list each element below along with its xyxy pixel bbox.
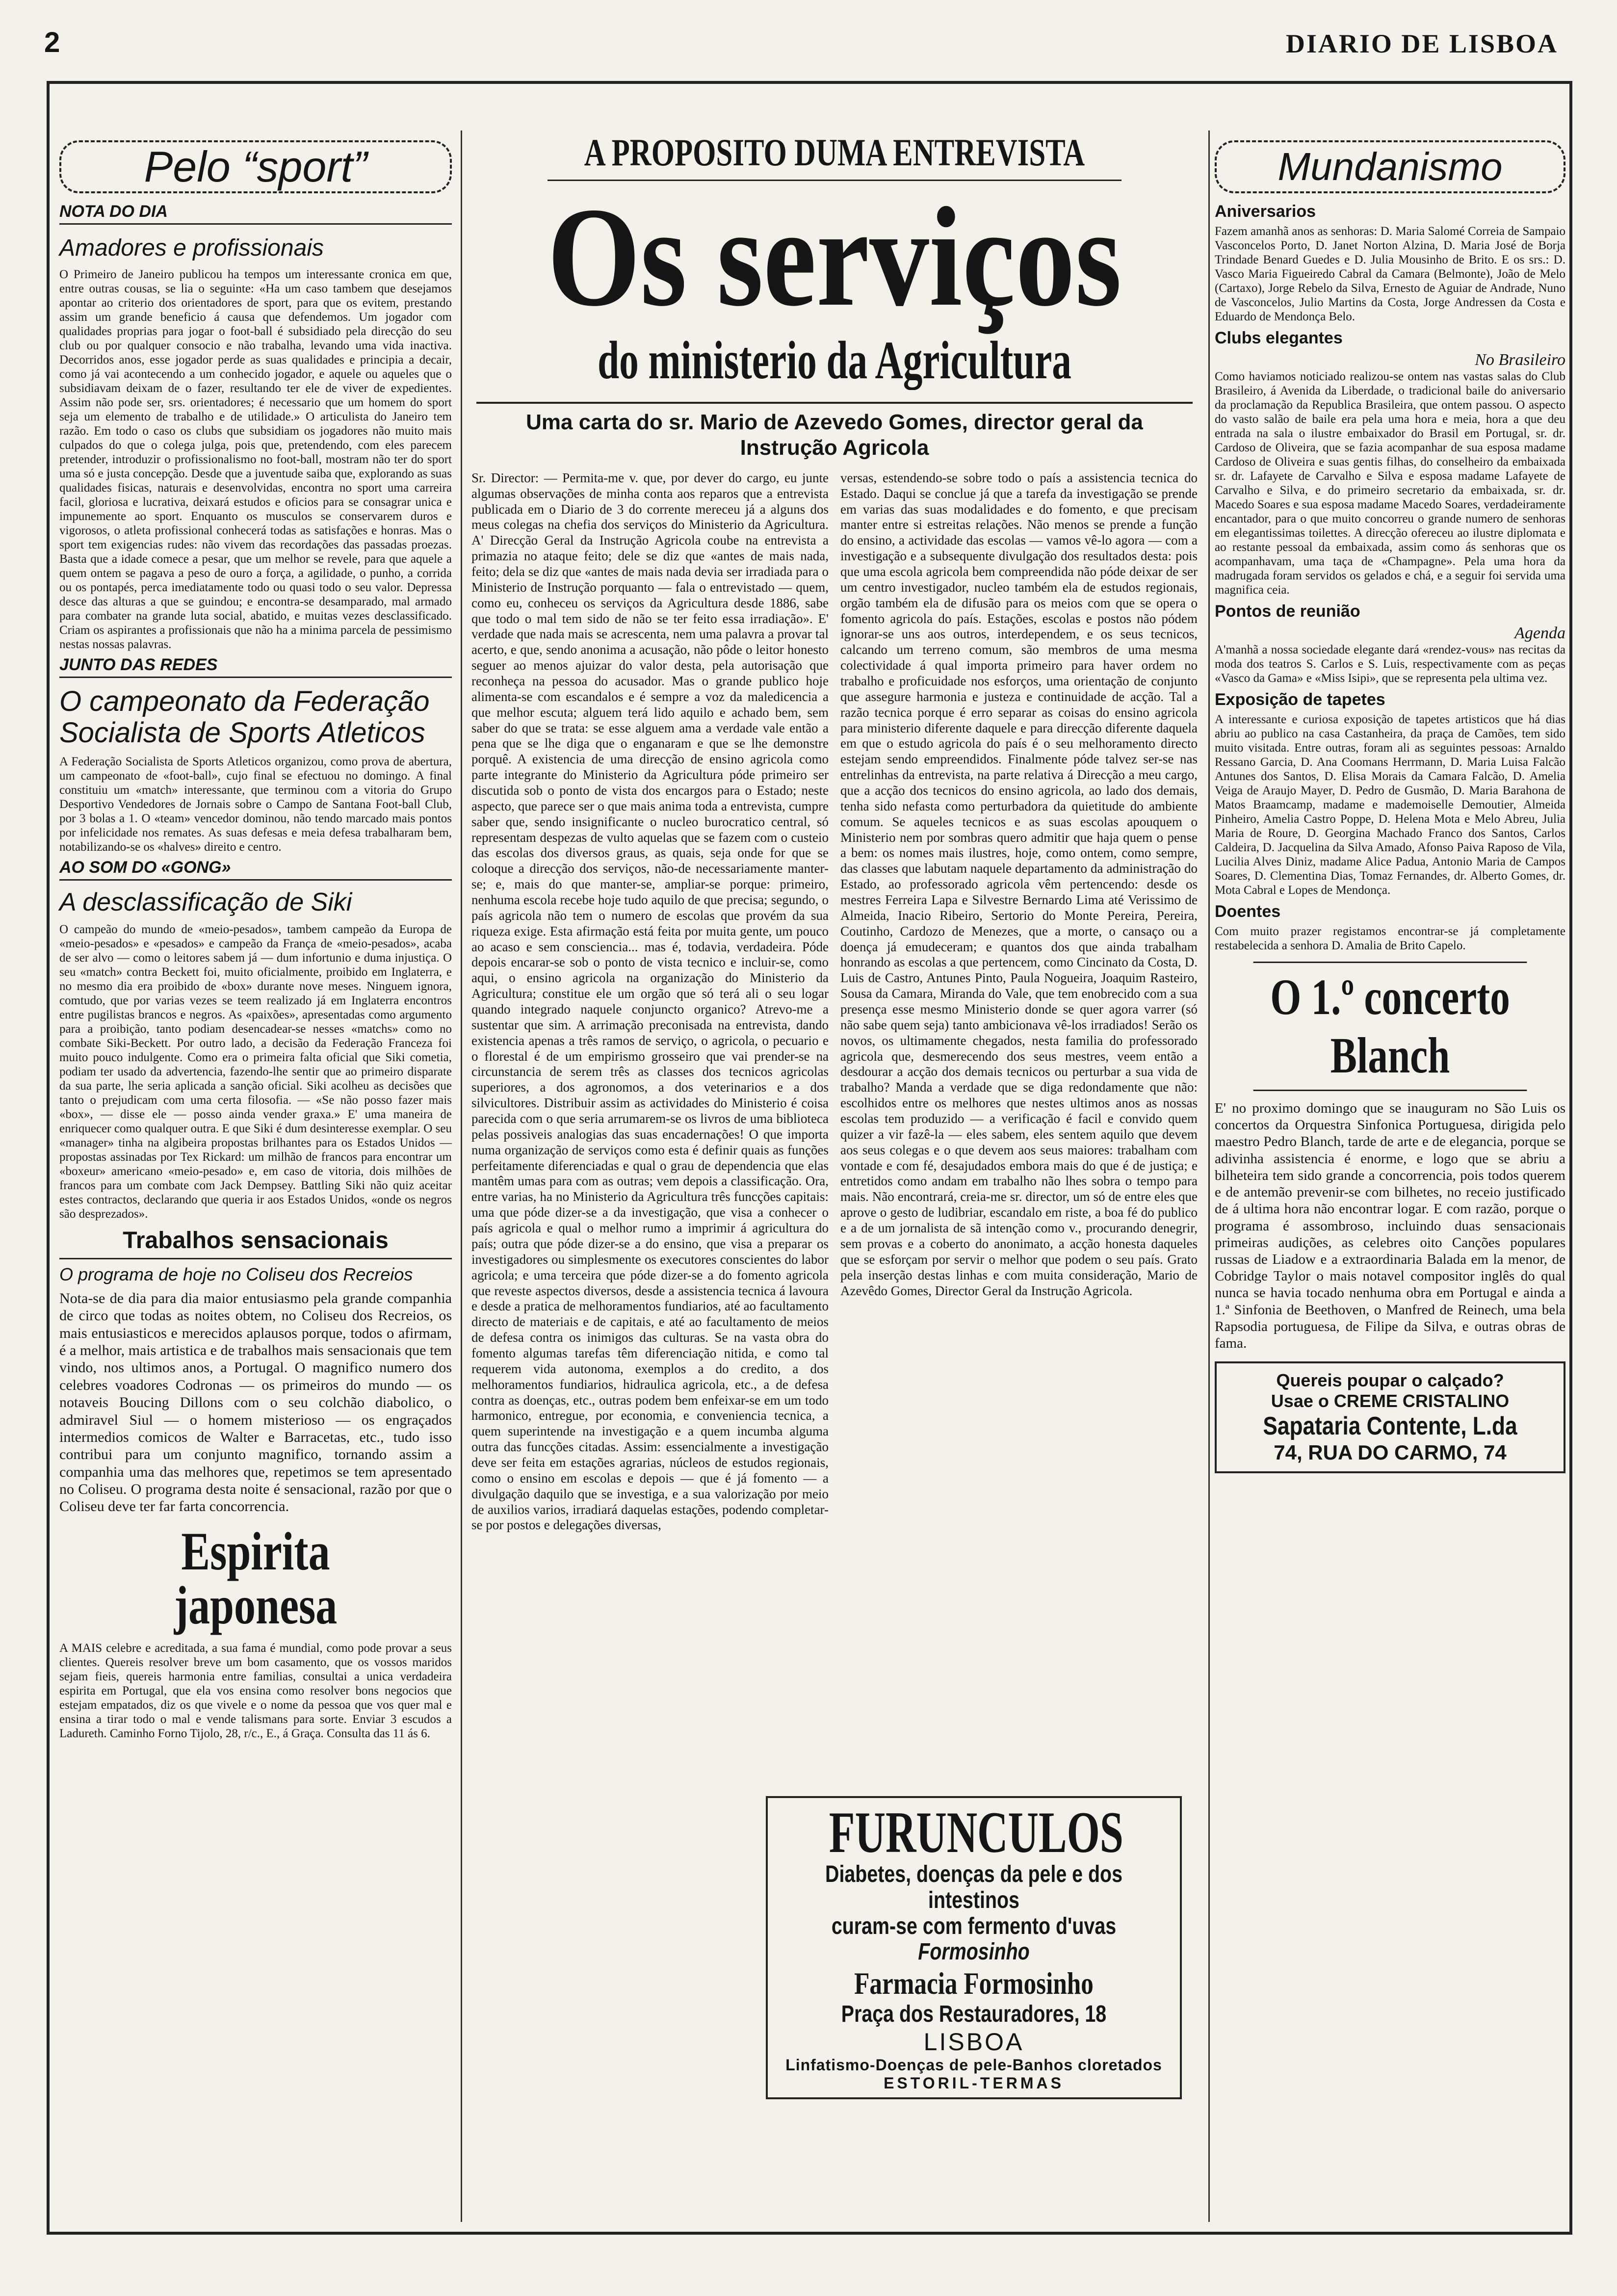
junto-das-redes: JUNTO DAS REDES — [59, 655, 452, 678]
page-frame — [47, 81, 1572, 2235]
espirita-body: A MAIS celebre e acreditada, a sua fama é mundial, como pode provar a seus clientes. Quereis resolver breve um bom casamento, que os vossos maridos sejam fieis, quereis harmonia entre familias, consultai a unica verdadeira espirita em Portugal, que ela vos ensina como resolver bons negocios que estejam empatados, diz os que vivele e o nome da pessoa que vos quer mal e ensina a tirar todo o mal e vende talismans para sorte. Enviar 3 escudos a Ladureth. Caminho Forno Tijolo, 28, r/c., E., á Graça. Consulta das 11 ás 6. — [59, 1641, 452, 1740]
newspaper-title: DIARIO DE LISBOA — [1285, 29, 1558, 58]
ad-address: Praça dos Restauradores, 18 — [841, 2001, 1107, 2028]
trabalhos-heading: Trabalhos sensacionais — [59, 1227, 452, 1259]
ad-line: curam-se com fermento d'uvas — [831, 1913, 1117, 1939]
left-column — [59, 130, 452, 1744]
concert-body: E' no proximo domingo que se inauguram no São Luis os concertos da Orquestra Sinfonica Portuguesa, dirigida pelo maestro Pedro Blanch, tarde de arte e de elegancia, porque se adivinha assistencia é enorme, e logo que se abriu a bilheteira tem sido grande a concorrencia, pois todos querem e de antemão prevenir-se com bilhetes, no receio justificado de á ultima hora não encontrar logar. E com razão, porque o programa é assombroso, incluindo duas sensacionais primeiras audições, as celebres oito Canções populares russas de Liadow e a extraordinaria Balada em la menor, de Cobridge Taylor o mais notavel compositor inglês do qual nunca se havia tocado nenhuma obra em Portugal e ainda a 1.ª Sinfonia de Beethoven, o Manfred de Reinech, uma bela Rapsodia portuguesa, de Filipe da Silva, e outras obras de fama. — [1215, 1100, 1565, 1352]
shoe-ad-line: Usae o CREME CRISTALINO — [1271, 1391, 1510, 1411]
article-column-a: Sr. Director: — Permita-me v. que, por dever do cargo, eu junte algumas observações de minha conta aos reparos que a entrevista publicada em o Diario de 3 do corrente mereceu já a alguns dos meus colegas na chefia dos serviços do Ministerio da Agricultura. A' Direcção Geral da Instrução Agricola coube na entrevista a primazia no ataque feito; dele se diz que «antes de mais nada, feito; dela se diz que «antes de mais nada devia ser irradiada para o Ministerio de Instrução porquanto — fala o entrevistado — quem, como eu, conheceu os serviços da Agricultura desde 1886, sabe que todo o mal tem sido de não se ter feito essa irradiação». E' verdade que nada mais se acrescenta, nem uma palavra a provar tal acerto, e que, sendo anonima a acusação, não pôde o leitor honesto seguer ao menos ajuizar do valor desta, pela autorisação que reconheça na pessoa do acusador. Mas o grande publico hoje alimenta-se com escandalos e é sempre a voz da maledicencia a que melhor escuta; alguem terá lido aquilo e achado bem, sem saber do que se trata: se esse alguem ama a verdade vale então a pena que se lhe diga que o enganaram e que se lhe demonstre porquê. A existencia de uma direcção de ensino agricola como parte integrante do Ministerio da Agricultura póde primeiro ser discutida sob o ponto de vista dos encargos para o Estado; neste aspecto, que parece ser o que mais anima toda a entrevista, cumpre saber que, sendo insignificante o nucleo burocratico central, só representam despezas de vulto aquelas que se fazem com o custeio das escolas dos diversos graus, as quais, seja onde for que se coloque a direcção dos serviços, não-de necessariamente manter-se; e, mais do que manter-se, ampliar-se porque: primeiro, nenhuma escola recebe hoje tudo aquilo de que precisa; segundo, o país agricola não tem o numero de escolas que provém da sua riqueza exige. Esta afirmação está feita por muita gente, um pouco ao acaso e sem consciencia... mas é, todavia, verdadeira. Póde depois encarar-se sob o ponto de vista tecnico e incluir-se, como aqui, o ensino agricola na organização do Ministerio da Agricultura; constitue ele um orgão que só terá ali o seu logar quando integrado naquele conjuncto organico? Atrevo-me a sustentar que sim. A arrimação preconisada na entrevista, dando existencia apenas a três ramos de serviço, o agricola, o pecuario e o florestal é de um empirismo grosseiro que vai prender-se na circunstancia de serem três as classes dos tecnicos agricolas superiores, a dos agronomos, a dos veterinarios e a dos silvicultores. Distribuir assim as actividades do Ministerio é coisa parecida com o que seria arrumarem-se os livros de uma biblioteca pelas possiveis analogias das suas encadernações! O que importa numa organização de serviços como esta é definir quais as funções perfeitamente diferenciadas e qual o grau de dependencia que elas mantêm umas para com as outras; vem depois a classificação. Ora, entre varias, ha no Ministerio da Agricultura três funcções capitais: uma que póde dizer-se a da investigação, que visa a conhecer o país agricola e qual o melhor rumo a imprimir á agricultura do país; outra que póde dizer-se a do ensino, que visa a preparar os investigadores ou simplesmente os executores conscientes do labor agricola; e uma terceira que póde dizer-se a do fomento agricola que reveste aspectos diversos, desde a assistencia tecnica á lavoura e desde a pratica de melhoramentos fundiarios, até ao facultamento directo de materiais e de capitais, e até ao facultamento de meios de defesa contra os inimigos das culturas. Se na vasta obra do fomento algumas tarefas têm diferenciação nitida, e como tal requerem vida autonoma, exemplos a do credito, a dos melhoramentos fundiarios, hidraulica agricola, etc., a de defesa contra as doenças, etc., outras podem bem enfeixar-se em um todo harmonico, entregue, por economia, e conveniencia tecnica, a quem superintende na investigação e a quem incumba alguma outra das funcções citadas. Assim: essencialmente a investigação deve ser feita em estações agrarias, núcleos de estudos regionais, como o ensino em escolas e depois — que é já fomento — a divulgação daquilo que se investiga, e a sua valorização por meio de auxilios varios, irradiará daquelas estações, podendo completar-se por postos e delegações diversas, — [471, 470, 829, 1533]
amadores-body: O Primeiro de Janeiro publicou ha tempos um interessante cronica em que, entre outras cousas, se lia o seguinte: «Ha um caso tambem que desejamos apontar ao criterio dos orientadores de sport, para que os evitem, prestando assim um grande beneficio á causa que defendemos. Um jogador com qualidades proprias para jogar o foot-ball é subsidiado pela direcção do seu club ou por qualquer consocio e não trabalha, levando uma vida inactiva. Decorridos anos, esse jogador perde as suas qualidades e principia a decair, como já vai acontecendo a um conhecido jogador, e aquele ou aqueles que o subsidiavam deixam de o fazer, resultando ter ele de viver de expedientes. Assim não pode ser, srs. orientadores; é necessario que um homem do sport seja um elemento de trabalho e de utilidade.» O articulista do Janeiro tem razão. Em todo o caso os clubs que subsidiam os jogadores não muito mais culpados do que o colega julga, pois que, pretendendo, com eles parecem pretender, introduzir o profissionalismo no foot-ball, mostram não ter do sport uma só e justa concepção. Desde que a juventude saiba que, explorando as suas qualidades fisicas, naturais e desenvolvidas, encontra no sport uma carreira facil, gloriosa e lucrativa, deixará estudos e oficios para se consagrar unica e impunemente ao sport. Enquanto os musculos se conservarem duros e vigorosos, o atleta profissional conhecerá todas as satisfações e honras. Mas o sport tem exigencias rudes: não vivem das recordações das passadas proezas. Basta que a idade comece a pesar, que um melhor se revele, para que aquele a quem ontem se pagava a peso de ouro a força, a agilidade, o punho, a corrida ou os pontapés, perca imediatamente todo ou quasi todo o seu valor. Depressa desce das alturas a que se guindou; e encontra-se desamparado, mal armado para combater na grande luta social, abatido, e muitas vezes desclassificado. Criam os aspirantes a profissionais que não ha a minima parcela de pessimismo nestas nossas palavras. — [59, 268, 452, 651]
ao-som-do-gong: AO SOM DO «GONG» — [59, 858, 452, 881]
main-headline: Os serviços — [547, 178, 1122, 336]
doentes-body: Com muito prazer registamos encontrar-se já completamente restabelecida a senhora D. Amalia de Brito Capelo. — [1215, 925, 1565, 952]
siki-heading: A desclassificação de Siki — [59, 887, 352, 916]
column-rule — [461, 130, 462, 2222]
siki-body: O campeão do mundo de «meio-pesados», tambem campeão da Europa de «meio-pesados» e «pesados» e campeão da França de «meio-pesados», acaba de ser alvo — como o leitores sabem já — dum infortunio e duma injustiça. O seu «match» contra Beckett foi, muito oficialmente, proibido em Inglaterra, e no mesmo dia era proibido de «box» durante nove meses. Ninguem ignora, comtudo, que por varias vezes se teem realizado já em Inglaterra encontros entre pugilistas brancos e negros. As «paixões», apresentadas como argumento para a proibição, tanto podiam desencadear-se nesses «matchs» como no combate Siki-Beckett. Por outro lado, a decisão da Federação Franceza foi muito pouco indulgente. Como era o primeira falta oficial que Siki cometia, podiam ter usado da advertencia, fazendo-lhe sentir que ao primeiro disparate da sua parte, lhe seria aplicada a sanção oficial. Siki acolheu as decisões que tanto o prejudicam com uma certa filosofia. — «Se não posso fazer mais «box», — disse ele — posso ainda vender graxa.» E' uma maneira de enriquecer como qualquer outra. E que Siki é dum desinteresse exemplar. O seu «manager» tinha na algibeira propostas brilhantes para os Estados Unidos — propostas assinadas por Tex Rickard: um milhão de francos para encontrar um «boxeur» americano «meio-pesado» e, em caso de vitoria, dois milhões de francos para um combate com Jack Dempsey. Battling Siki não quiz aceitar estes contractos, declarando que queria ir aos Estados Unidos, «onde os negros são desprezados». — [59, 922, 452, 1221]
clubs-body: Como haviamos noticiado realizou-se ontem nas vastas salas do Club Brasileiro, á Avenida da Liberdade, o tradicional baile do aniversario da proclamação da Republica Brasileira, que ontem passou. O aspecto do vasto salão de baile era pela uma hora e meia, hora a que deu entrada na sala o ilustre embaixador do Brasil em Portugal, sr. dr. Cardoso de Oliveira, que se fazia acompanhar de sua esposa madame Cardoso de Oliveira e suas gentis filhas, do conselheiro da embaixada sr. dr. Lafayete de Carvalho e Silva e esposa madame Lafayete de Carvalho e Silva, e do primeiro secretario da embaixada, sr. dr. Macedo Soares e sua esposa madame Macedo Soares, verdadeiramente encantador, para o que muito concorreu o grande numero de senhoras em elegantissimas toilettes. A direcção ofereceu ao ilustre diplomata e ao restante pessoal da embaixada, assim como ás senhoras que os acompanhavam, uma taça de «Champagne». Pela uma hora da madrugada foram servidos os gelados e chá, e a seguir foi servida uma magnifica ceia. — [1215, 370, 1565, 597]
pontos-subheading: Agenda — [1514, 624, 1565, 642]
right-column — [1215, 130, 1565, 1473]
article-columns — [467, 470, 1202, 1536]
furunculos-ad — [766, 1796, 1182, 2099]
shoe-ad — [1215, 1361, 1565, 1473]
shoe-ad-address: 74, RUA DO CARMO, 74 — [1274, 1441, 1507, 1464]
mundanismo-header: Mundanismo — [1215, 140, 1565, 193]
shoe-ad-line: Quereis poupar o calçado? — [1276, 1370, 1504, 1391]
clubs-heading: Clubs elegantes — [1215, 329, 1343, 347]
aniversarios-heading: Aniversarios — [1215, 202, 1316, 221]
article-column-b: versas, estendendo-se sobre todo o país a assistencia tecnica do Estado. Daqui se conclue já que a tarefa da investigação se prende em varias das suas modalidades e do fomento, e que precisam manter entre si estreitas relações. Não menos se prende a função do ensino, a actividade das escolas — vamos vê-lo agora — com a investigação e a subsequente divulgação dos resultados desta: pois que uma escola agricola bem compreendida não póde deixar de ser um centro investigador, nucleo também ela de estudos regionais, orgão também ela de difusão para os meios com que se opera o fomento agricola do país. Estações, escolas e postos não pódem ignorar-se uns aos outros, interdependem, e os seus tecnicos, calcando um terreno comum, são membros de uma mesma colectividade á qual importa primeiro para haver ordem no trabalho e proficuidade nos esforços, uma orientação de conjunto que assegure harmonia e justeza e continuidade de acção. Tal a razão tecnica porque é erro separar as coisas do ensino agricola para ministerio diferente daquele e para direcção diferente daquela em que o estudo agricola do país é o seu melhoramento directo estejam sendo empreendidos. Finalmente póde talvez ser-se nas entrelinhas da entrevista, na parte relativa á Direcção a meu cargo, que a acção dos tecnicos do ensino agricola, ao lado dos demais, tenha sido nefasta como perturbadora da quietitude do ambiente comum. Se aqueles tecnicos e as suas escolas apouquem o Ministerio nem por sombras quero admitir que haja quem o pense a bem: os nomes mais ilustres, hoje, como ontem, como sempre, das classes que labutam naquele departamento da administração do Estado, ao professorado agricola vêm pertencendo: desde os mestres Ferreira Lapa e Silvestre Bernardo Lima até Verissimo de Almeida, Inacio Ribeiro, Sertorio do Monte Pereira, Pereira, Coutinho, Cardozo de Menezes, que a morte, o cansaço ou a doença já emudeceram; e quantos dos que ainda trabalham honrando as escolas a que pertencem, como Cincinato da Costa, D. Luis de Castro, Antunes Pinto, Paula Nogueira, Joaquim Rasteiro, Sousa da Camara, Miranda do Vale, que tem enobrecido com a sua presença esse mesmo Ministerio donde se quer agora varrer (só não sabe quem seja) tanto ambicionava vê-los irradiados! Serão os novos, os ultimamente chegados, nesta familia do professorado agricola que, desmerecendo dos seus mestres, veem então a desdourar a acção dos demais tecnicos ou perturbar a sua vida de trabalho? Manda a verdade que se diga redondamente que não: escolhidos entre os melhores que nestes ultimos anos as nossas escolas tem produzido — a verificação é facil e convido quem quizer a vir fazê-la — eles sabem, eles sentem aquilo que devem aos seus colegas e o que devem aos seus maiores: trabalham com vontade e com fé, desajudados embora mais do que é de justiça; e entretidos como andam em trabalho não lhes sobra o tempo para mais. Não encontrará, creia-me sr. director, um só de entre eles que aprove o gesto de ludibriar, escandalo em riste, a boa fé do publico e a de um jornalista de sã intenção como v., procurando denegrir, sem provas e a coberto do anonimato, a acção honesta daqueles que se esforçam por servir o melhor que podem o seu país. Grato pela inserção destas linhas e com muita consideração, Mario de Azevêdo Gomes, Director Geral da Instrução Agricola. — [840, 470, 1198, 1298]
aniversarios-body: Fazem amanhã anos as senhoras: D. Maria Salomé Correia de Sampaio Vasconcelos Porto, D. Janet Norton Alzina, D. Maria José de Borja Trindade Benard Guedes e D. Julia Mousinho de Brito. E os srs.: D. Vasco Maria Figueiredo Cabral da Camara (Belmonte), João de Melo (Cartaxo), Jorge Rebelo da Silva, Ernesto de Aguiar de Andrade, Nuno de Vasconcelos, Julio Martins da Costa, Jorge Andressen da Costa e Eduardo de Mendonça Belo. — [1215, 225, 1565, 323]
exposicao-heading: Exposição de tapetes — [1215, 690, 1385, 709]
federacao-body: A Federação Socialista de Sports Atleticos organizou, como prova de abertura, um campeonato de «foot-ball», cujo final se efectuou no domingo. A final constituiu um «match» interessante, que terminou com a vitoria do Grupo Desportivo Vendedores de Jornais sobre o Campo de Santana Foot-ball Club, por 3 bolas a 1. O «team» vencedor dominou, não tendo marcado mais pontos por infelicidade nos remates. As suas defesas e meia defesa trabalharam bem, notabilizando-se os «halves» direito e centro. — [59, 755, 452, 854]
article-deck: Uma carta do sr. Mario de Azevedo Gomes, director geral da Instrução Agricola — [476, 402, 1193, 461]
concert-heading: O 1.º concerto Blanch — [1253, 962, 1527, 1091]
main-subheadline: do ministerio da Agricultura — [598, 330, 1071, 390]
page-number: 2 — [44, 26, 60, 58]
exposicao-body: A interessante e curiosa exposição de tapetes artisticos que há dias abriu ao publico na casa Castanheira, da praça de Camões, tem sido muito visitada. Entre outras, foram ali as seguintes pessoas: Arnaldo Ressano Garcia, D. Ana Coomans Herrmann, D. Maria Luisa Falcão Antunes dos Santos, D. Elisa Morais da Camara Falcão, D. Amelia Veiga de Araujo Mayer, D. Pedro de Gusmão, D. Maria Barahona de Matos Braamcamp, madame e mademoiselle Demoutier, Almeida Pinheiro, Amelia Castro Poppe, D. Helena Mota e Melo Abreu, Julia Maria de Roure, D. Georgina Machado Franco dos Santos, Carlos Caldeira, D. Jacquelina da Silva Amado, Afonso Paiva Raposo de Vila, Lucilia Alves Diniz, madame Alice Padua, Antonio Maria de Campos Soares, D. Clementina Dias, Tomaz Fernandes, dr. Alberto Gomes, dr. Mota Cabral e Lopes de Mendonça. — [1215, 713, 1565, 897]
pontos-heading: Pontos de reunião — [1215, 602, 1360, 621]
amadores-heading: Amadores e profissionais — [59, 235, 324, 261]
center-column — [467, 130, 1202, 1536]
kicker-headline: A PROPOSITO DUMA ENTREVISTA — [548, 130, 1121, 181]
sport-section-header: Pelo “sport” — [59, 140, 452, 193]
trabalhos-subheading: O programa de hoje no Coliseu dos Recreios — [59, 1264, 413, 1284]
ad-pharmacy: Farmacia Formosinho — [854, 1966, 1094, 2001]
federacao-heading: O campeonato da Federação Socialista de Sports Atleticos — [59, 685, 430, 749]
espirita-heading: Espirita japonesa — [174, 1521, 338, 1635]
clubs-subheading: No Brasileiro — [1475, 351, 1565, 369]
ad-brand: Formosinho — [918, 1939, 1030, 1965]
ad-footer-2: ESTORIL-TERMAS — [884, 2074, 1064, 2092]
masthead — [44, 15, 1558, 59]
ad-headline: FURUNCULOS — [829, 1800, 1123, 1865]
doentes-heading: Doentes — [1215, 902, 1281, 921]
ad-footer: Linfatismo-Doenças de pele-Banhos cloretados — [785, 2056, 1162, 2074]
column-rule — [1208, 130, 1210, 2222]
pontos-body: A'manhã a nossa sociedade elegante dará «rendez-vous» nas recitas da moda dos teatros S. Carlos e S. Luis, respectivamente com as peças «Vasco da Gama» e «Miss Isipi», que se representa pela ultima vez. — [1215, 643, 1565, 685]
trabalhos-body: Nota-se de dia para dia maior entusiasmo pela grande companhia de circo que todas as noites obtem, no Coliseu dos Recreios, os mais entusiasticos e merecidos aplausos porque, todos o afirmam, é a melhor, mais artistica e de trabalhos mais sensacionais que tem vindo, nos ultimos anos, a Portugal. O magnifico numero dos celebres voadores Codronas — os primeiros do mundo — os notaveis Boucing Dillons com o seu colchão diabolico, o admiravel Siul — o homem misterioso — os engraçados intermedios comicos de Walter e Barracetas, etc., tudo isso contribui para um conjunto magnifico, tornando assim a companhia uma das melhores que, repetimos se tem apresentado no Coliseu. O programa desta noite é sensacional, razão por que o Coliseu deve ter far farta concorrencia. — [59, 1290, 452, 1515]
nota-do-dia: NOTA DO DIA — [59, 202, 452, 225]
ad-line: Diabetes, doenças da pele e dos intestinos — [825, 1861, 1122, 1913]
shoe-ad-shop: Sapataria Contente, L.da — [1263, 1412, 1517, 1441]
ad-city: LISBOA — [923, 2028, 1024, 2056]
